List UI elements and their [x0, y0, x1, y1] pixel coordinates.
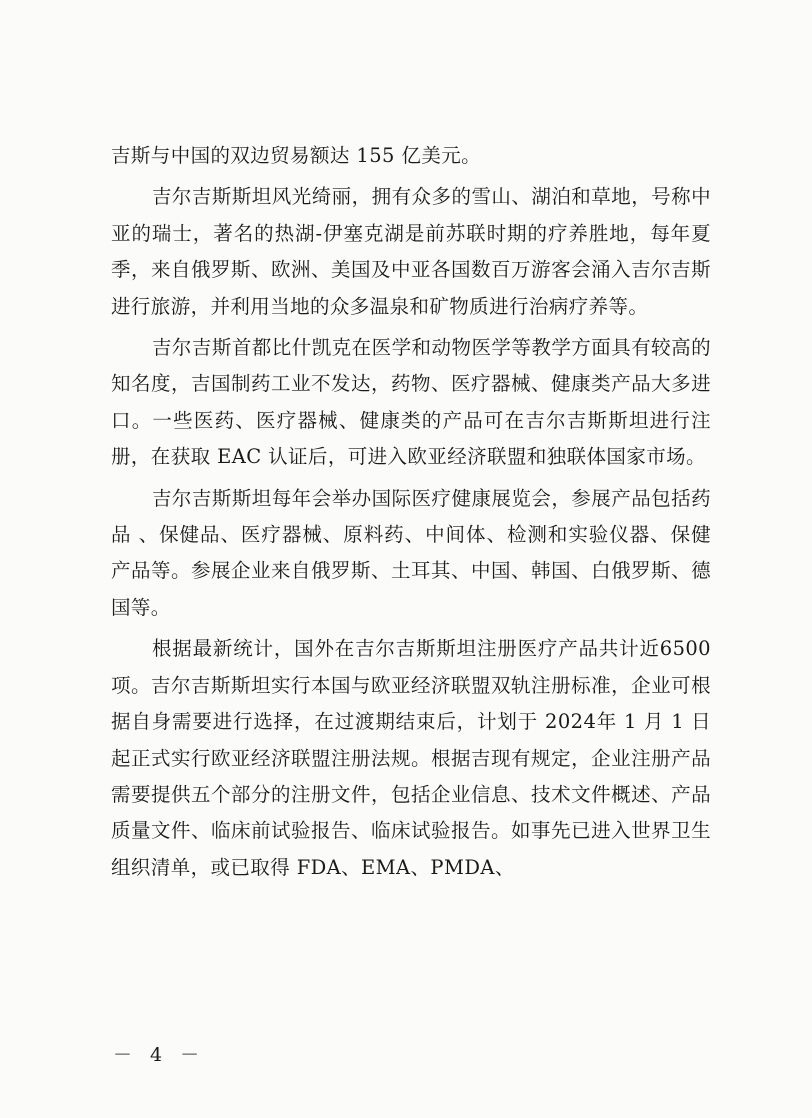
- page-number: － 4 －: [113, 1044, 206, 1066]
- paragraph-scenery: 吉尔吉斯斯坦风光绮丽，拥有众多的雪山、湖泊和草地，号称中亚的瑞士，著名的热湖-伊塞克湖是前苏联时期的疗养胜地，每年夏季，来自俄罗斯、欧洲、美国及中亚各国数百万游客会涌入吉尔吉斯进行旅游，并利用当地的众多温泉和矿物质进行治病疗养等。: [111, 185, 711, 318]
- paragraph-registration: 根据最新统计，国外在吉尔吉斯斯坦注册医疗产品共计近6500项。吉尔吉斯斯坦实行本国与欧亚经济联盟双轨注册标准，企业可根据自身需要进行选择，在过渡期结束后，计划于 2024年 1 月 1 日起正式实行欧亚经济联盟注册法规。根据吉现有规定，企业注册产品需要提供五个部分的注册文件，包括企业信息、技术文件概述、产品质量文件、临床前试验报告、临床试验报告。如事先已进入世界卫生组织清单，或已取得 FDA、EMA、PMDA、: [111, 637, 711, 879]
- paragraph-continuation: 吉斯与中国的双边贸易额达 155 亿美元。: [111, 144, 482, 167]
- body-text: [111, 138, 711, 891]
- paragraph-exhibition: 吉尔吉斯斯坦每年会举办国际医疗健康展览会，参展产品包括药品 、保健品、医疗器械、原料药、中间体、检测和实验仪器、保健产品等。参展企业来自俄罗斯、土耳其、中国、韩国、白俄罗斯、德国等。: [111, 486, 711, 619]
- paragraph-medicine-industry: 吉尔吉斯首都比什凯克在医学和动物医学等教学方面具有较高的知名度，吉国制药工业不发达，药物、医疗器械、健康类产品大多进口。一些医药、医疗器械、健康类的产品可在吉尔吉斯斯坦进行注册，在获取 EAC 认证后，可进入欧亚经济联盟和独联体国家市场。: [111, 336, 711, 469]
